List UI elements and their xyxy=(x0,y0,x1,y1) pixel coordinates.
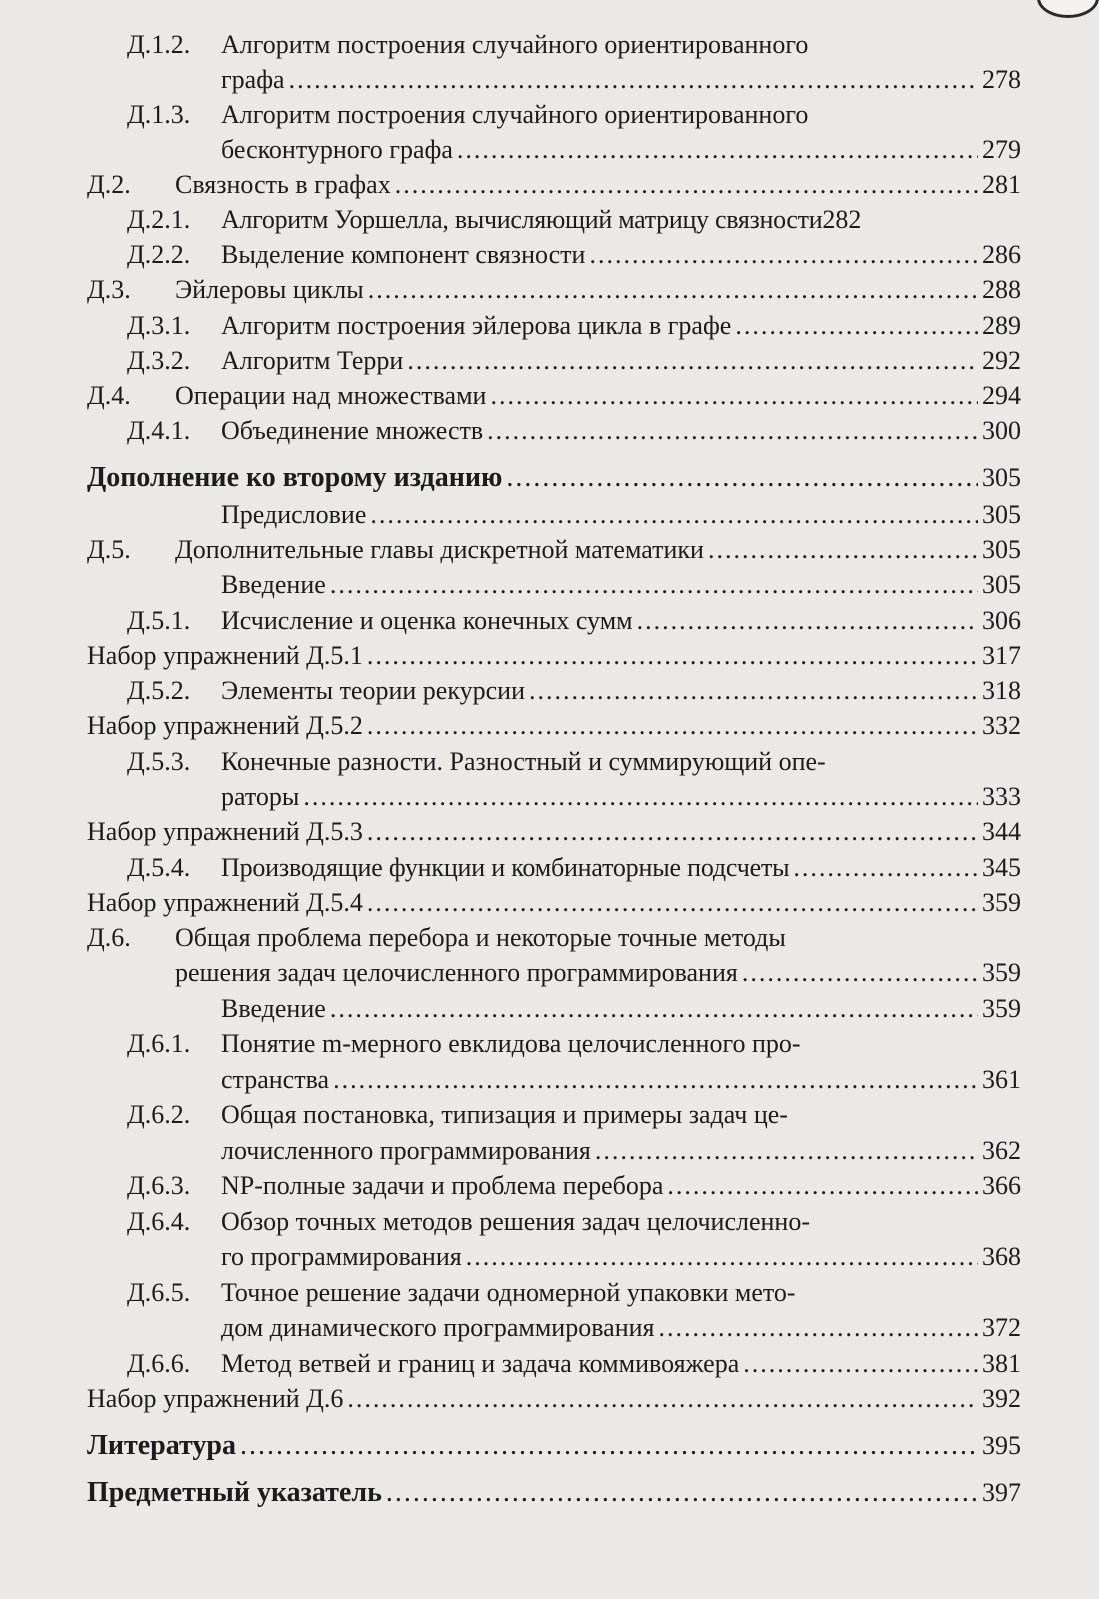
toc-entry xyxy=(127,1276,1021,1310)
toc-entry-title: графа xyxy=(221,65,285,94)
leader-dots xyxy=(347,1382,978,1416)
toc-entry xyxy=(127,238,1021,272)
toc-entry-number: Д.5.3. xyxy=(127,747,191,776)
toc-entry-title: Эйлеровы циклы xyxy=(175,275,364,304)
toc-entry-title: лочисленного программирования xyxy=(221,1136,591,1165)
toc-entry xyxy=(221,780,1021,814)
toc-entry-page: 361 xyxy=(982,1065,1021,1094)
leader-dots xyxy=(793,851,978,885)
leader-dots xyxy=(742,956,978,990)
toc-entry xyxy=(87,533,1021,567)
leader-dots xyxy=(240,1429,978,1463)
toc-entry-number: Д.6.6. xyxy=(127,1349,191,1378)
toc-entry-title: раторы xyxy=(221,782,300,811)
toc-entry-page: 289 xyxy=(982,311,1021,340)
toc-entry-page: 282 xyxy=(822,205,862,234)
toc-entry-page: 281 xyxy=(982,170,1021,199)
toc-entry-page: 344 xyxy=(982,817,1021,846)
leader-dots xyxy=(457,133,978,167)
toc-entry-number: Д.4.1. xyxy=(127,416,191,445)
toc-entry xyxy=(221,133,1021,167)
toc-entry-number: Д.1.3. xyxy=(127,100,191,129)
toc-entry-number: Д.2. xyxy=(87,170,131,199)
toc-entry-page: 317 xyxy=(982,641,1021,670)
toc-entry-title: Предисловие xyxy=(221,500,367,529)
toc-entry-number: Д.4. xyxy=(87,381,131,410)
toc-entry-title: Производящие функции и комбинаторные подсчеты xyxy=(221,853,790,882)
page-corner-mark xyxy=(1037,0,1099,18)
toc-entry-title: странства xyxy=(221,1065,330,1094)
toc-entry-title: Введение xyxy=(221,994,326,1023)
toc-entry-title: Набор упражнений Д.5.3 xyxy=(87,817,363,846)
toc-entry xyxy=(221,1134,1021,1168)
toc-entry-title: Набор упражнений Д.5.1 xyxy=(87,641,363,670)
leader-dots xyxy=(333,1063,978,1097)
toc-entry-title: Объединение множеств xyxy=(221,416,484,445)
toc-entry-title: Набор упражнений Д.5.2 xyxy=(87,711,363,740)
toc-entry-page: 300 xyxy=(982,416,1021,445)
leader-dots xyxy=(637,604,978,638)
toc-entry xyxy=(127,414,1021,448)
toc-entry-title: Предметный указатель xyxy=(87,1477,382,1508)
toc-entry-number: Д.5.4. xyxy=(127,853,191,882)
leader-dots xyxy=(330,992,978,1026)
toc-entry xyxy=(221,1063,1021,1097)
toc-part-heading xyxy=(87,1429,1021,1463)
leader-dots xyxy=(589,238,978,272)
toc-entry-title: Дополнительные главы дискретной математики xyxy=(175,535,704,564)
toc-entry-number: Д.5. xyxy=(87,535,131,564)
toc-entry xyxy=(221,498,1021,532)
toc-entry-page: 366 xyxy=(982,1171,1021,1200)
toc-entry xyxy=(127,1347,1021,1381)
toc-entry-page: 286 xyxy=(982,240,1021,269)
toc-entry-title: решения задач целочисленного программирования xyxy=(175,958,738,987)
toc-entry-title: Литература xyxy=(87,1430,236,1461)
leader-dots xyxy=(367,886,978,920)
leader-dots xyxy=(487,414,978,448)
leader-dots xyxy=(367,709,978,743)
leader-dots xyxy=(658,1311,978,1345)
toc-entry-number: Д.5.2. xyxy=(127,676,191,705)
toc-entry xyxy=(127,98,947,132)
toc-entry-title: Алгоритм Терри xyxy=(221,346,404,375)
toc-entry-number: Д.3.2. xyxy=(127,346,191,375)
toc-entry xyxy=(127,344,1021,378)
toc-entry xyxy=(221,63,1021,97)
toc-entry-number: Д.6.2. xyxy=(127,1100,191,1129)
leader-dots xyxy=(303,780,978,814)
toc-entry-title: Алгоритм построения случайного ориентированного xyxy=(221,100,809,129)
leader-dots xyxy=(708,533,978,567)
toc-entry-number: Д.5.1. xyxy=(127,606,191,635)
toc-entry-title: Общая проблема перебора и некоторые точные методы xyxy=(175,923,786,952)
toc-entry-title: Набор упражнений Д.5.4 xyxy=(87,888,363,917)
toc-entry-title: Понятие m-мерного евклидова целочисленного про- xyxy=(221,1029,801,1058)
leader-dots xyxy=(330,568,978,602)
toc-entry xyxy=(87,639,1021,673)
leader-dots xyxy=(490,379,978,413)
toc-entry xyxy=(127,745,1021,779)
toc-entry-number: Д.6.5. xyxy=(127,1278,191,1307)
toc-entry-number: Д.3.1. xyxy=(127,311,191,340)
toc-entry-number: Д.6.4. xyxy=(127,1207,191,1236)
toc-entry xyxy=(127,1027,1021,1061)
leader-dots xyxy=(407,344,978,378)
toc-entry xyxy=(87,379,1021,413)
toc-entry-page: 368 xyxy=(982,1242,1021,1271)
toc-entry xyxy=(87,815,1021,849)
toc-entry-title: Введение xyxy=(221,570,326,599)
toc-entry xyxy=(87,886,1021,920)
toc-entry-page: 381 xyxy=(982,1349,1021,1378)
toc-entry-page: 318 xyxy=(982,676,1021,705)
toc-entry-page: 306 xyxy=(982,606,1021,635)
toc-entry-page: 359 xyxy=(982,958,1021,987)
toc-entry xyxy=(127,604,1021,638)
toc-entry-number: Д.6.3. xyxy=(127,1171,191,1200)
toc-entry-page: 362 xyxy=(982,1136,1021,1165)
toc-entry-title: Метод ветвей и границ и задача коммивояжера xyxy=(221,1349,740,1378)
toc-entry xyxy=(221,568,1021,602)
toc-entry-page: 345 xyxy=(982,853,1021,882)
leader-dots xyxy=(367,815,978,849)
toc-entry-title: Алгоритм построения случайного ориентированного xyxy=(221,30,809,59)
toc-entry-title: Элементы теории рекурсии xyxy=(221,676,525,705)
toc-entry-title: дом динамического программирования xyxy=(221,1313,655,1342)
toc-entry-title: Исчисление и оценка конечных сумм xyxy=(221,606,633,635)
leader-dots xyxy=(367,639,978,673)
toc-entry-page: 288 xyxy=(982,275,1021,304)
toc-entry-title: Выделение компонент связности xyxy=(221,240,586,269)
leader-dots xyxy=(735,309,978,343)
toc-entry xyxy=(127,28,947,62)
leader-dots xyxy=(370,498,978,532)
toc-entry-title: бесконтурного графа xyxy=(221,135,453,164)
toc-entry-page: 333 xyxy=(982,782,1021,811)
toc-entry-page: 332 xyxy=(982,711,1021,740)
toc-entry-number: Д.6. xyxy=(87,923,131,952)
toc-entry xyxy=(175,956,1021,990)
toc-entry-page: 372 xyxy=(982,1313,1021,1342)
leader-dots xyxy=(529,674,978,708)
toc-entry xyxy=(87,921,1021,955)
leader-dots xyxy=(386,1476,978,1510)
toc-entry-page: 305 xyxy=(982,500,1021,529)
toc-entry xyxy=(87,168,1021,202)
toc-entry xyxy=(127,674,1021,708)
toc-entry-number: Д.3. xyxy=(87,275,131,304)
leader-dots xyxy=(743,1347,978,1381)
toc-entry-title: Алгоритм Уоршелла, вычисляющий матрицу связности xyxy=(221,205,823,234)
toc-entry-title: Операции над множествами xyxy=(175,381,487,410)
toc-entry-title: Общая постановка, типизация и примеры задач це- xyxy=(221,1100,788,1129)
toc-entry-page: 359 xyxy=(982,888,1021,917)
toc-entry-title: Точное решение задачи одномерной упаковки мето- xyxy=(221,1278,796,1307)
toc-entry-number: Д.1.2. xyxy=(127,30,191,59)
toc-entry xyxy=(221,992,1021,1026)
toc-entry xyxy=(127,1098,1021,1132)
leader-dots xyxy=(368,273,978,307)
toc-entry xyxy=(87,1382,1021,1416)
toc-entry-number: Д.6.1. xyxy=(127,1029,191,1058)
toc-entry xyxy=(127,851,1021,885)
toc-entry-page: 279 xyxy=(982,135,1021,164)
toc-part-heading xyxy=(87,1476,1021,1510)
toc-entry-page: 294 xyxy=(982,381,1021,410)
toc-entry-number: Д.2.2. xyxy=(127,240,191,269)
toc-entry-number: Д.2.1. xyxy=(127,205,191,234)
toc-entry-page: 278 xyxy=(982,65,1021,94)
leader-dots xyxy=(289,63,978,97)
toc-entry-page: 392 xyxy=(982,1384,1021,1413)
toc-entry-page: 305 xyxy=(982,570,1021,599)
leader-dots xyxy=(395,168,978,202)
toc-entry-title: Связность в графах xyxy=(175,170,391,199)
toc-entry xyxy=(87,709,1021,743)
leader-dots xyxy=(466,1240,978,1274)
toc-entry-title: го программирования xyxy=(221,1242,462,1271)
toc-entry xyxy=(221,1311,1021,1345)
toc-entry xyxy=(127,203,1021,237)
toc-entry-title: Обзор точных методов решения задач целочисленно- xyxy=(221,1207,810,1236)
toc-entry xyxy=(127,1205,1021,1239)
toc-entry-title: Дополнение ко второму изданию xyxy=(87,462,503,493)
leader-dots xyxy=(667,1169,978,1203)
toc-part-heading xyxy=(87,461,1021,495)
toc-entry-title: Алгоритм построения эйлерова цикла в графе xyxy=(221,311,732,340)
toc-entry-title: NP-полные задачи и проблема перебора xyxy=(221,1171,664,1200)
toc-entry xyxy=(87,273,1021,307)
leader-dots xyxy=(506,461,978,495)
leader-dots xyxy=(595,1134,978,1168)
toc-entry xyxy=(127,1169,1021,1203)
toc-entry-title: Конечные разности. Разностный и суммирующий опе- xyxy=(221,747,826,776)
toc-entry xyxy=(221,1240,1021,1274)
toc-entry-page: 397 xyxy=(982,1478,1021,1507)
toc-entry xyxy=(127,309,1021,343)
toc-entry-page: 359 xyxy=(982,994,1021,1023)
toc-entry-page: 395 xyxy=(982,1431,1021,1460)
toc-entry-title: Набор упражнений Д.6 xyxy=(87,1384,344,1413)
toc-entry-page: 292 xyxy=(982,346,1021,375)
toc-entry-page: 305 xyxy=(982,463,1021,492)
toc-entry-page: 305 xyxy=(982,535,1021,564)
